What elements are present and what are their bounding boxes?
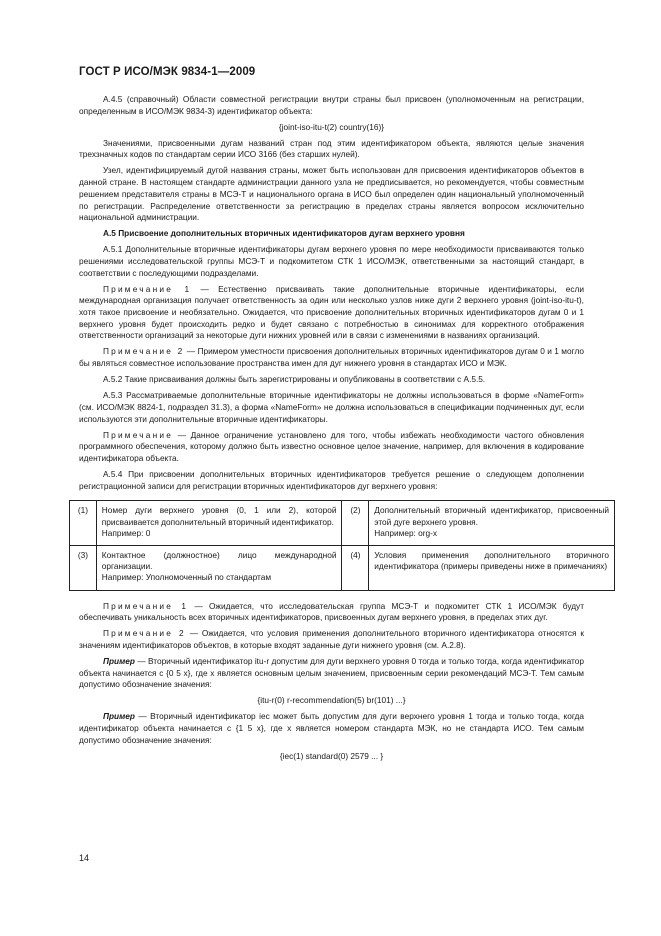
formula-country: {joint-iso-itu-t(2) country(16)} bbox=[278, 121, 385, 132]
table-cell-text bbox=[96, 545, 342, 590]
table-row bbox=[70, 545, 615, 590]
cell-description: Номер дуги верхнего уровня (0, 1 или 2), которой присваивается дополнительный вторичный идентификатор. bbox=[101, 505, 337, 527]
paragraph-a54: А.5.4 При присвоении дополнительных вторичных идентификаторов требуется решение о следующем дополнении регистрационной записи для регистрации вторичных идентификаторов дуг верхнего уровня: bbox=[79, 468, 584, 491]
section-heading-a5: А.5 Присвоение дополнительных вторичных идентификаторов дугам верхнего уровня bbox=[103, 228, 465, 239]
table-cell-text bbox=[369, 501, 615, 546]
note-text: — Примером уместности присвоения дополнительных вторичных идентификаторов дугам 0 и 1 могло бы являться совместное использование пространства имен для дуг нижнего уровня в стандартах ИСО и МЭК. bbox=[79, 346, 584, 369]
cell-description: Дополнительный вторичный идентификатор, присвоенный этой дуге верхнего уровня. bbox=[374, 505, 609, 527]
table-cell-text bbox=[96, 501, 342, 546]
paragraph-a51: А.5.1 Дополнительные вторичные идентификаторы дугам верхнего уровня по мере необходимости присваиваются только решениями исследовательской группы МСЭ-Т и подкомитетом СТК 1 ИСО/МЭК, ответственными за настоящий стандарт, в соответствии с последующими подразделами. bbox=[79, 244, 584, 278]
paragraph-a52: А.5.2 Такие присваивания должны быть зарегистрированы и опубликованы в соответствии с А.5.5. bbox=[103, 374, 486, 385]
note-conditions bbox=[79, 628, 584, 651]
note-label: Примечание 2 bbox=[103, 346, 185, 357]
note-text: — Данное ограничение установлено для того, чтобы избежать необходимости частого обновления программного обеспечения, которому должно быть известно основное целое значение, например, для включения в кодирование идентификатора объекта. bbox=[79, 429, 584, 463]
note-label: Примечание 2 bbox=[103, 628, 186, 639]
cell-example: Например: org-x bbox=[374, 527, 438, 538]
example-label: Пример bbox=[103, 655, 135, 666]
note-text: — Естественно присваивать такие дополнительные вторичные идентификаторы, если международная организация получает ответственность за один или несколько узлов ниже дуги 2 верхнего уровня (joint-iso-itu-t), хотя такое присвоение и необязательно. Ожидается, что присвоение дополнительных вторичных идентификаторов дугам 0 и 1 верхнего уровня будет происходить редко и будет связано с потребностью в синонимах для корректного отображения ответственности организаций за некоторые дуги нижних уровней или в связи с изменениями в названиях организаций. bbox=[79, 283, 585, 341]
table-cell-number: (4) bbox=[342, 545, 369, 590]
note-label: Примечание 1 bbox=[103, 600, 189, 611]
cell-description: Контактное (должностное) лицо международной организации. bbox=[101, 549, 337, 572]
paragraph-country-values: Значениями, присвоенными дугам названий стран под этим идентификатором объекта, являются целые значения трехзначных кодов по стандартам серии ИСО 3166 (без старших нулей). bbox=[79, 137, 584, 160]
registration-record-table bbox=[69, 500, 615, 590]
page-header-title: ГОСТ Р ИСО/МЭК 9834-1—2009 bbox=[79, 66, 256, 78]
note-text: — Ожидается, что условия применения дополнительного вторичного идентификатора относятся к значениям идентификаторов объектов, в которые входят заданные дуги нижнего уровня (см. А.2.8). bbox=[79, 628, 584, 650]
paragraph-a53: А.5.3 Рассматриваемые дополнительные вторичные идентификаторы не должны использоваться в форме «NameForm» (см. ИСО/МЭК 8824-1, подраздел 31.3), а форма «NameForm» не должна использоваться в спецификации подчиненных дуг, если используются эти дополнительные вторичные идентификаторы. bbox=[79, 390, 584, 424]
cell-description: Условия применения дополнительного вторичного идентификатора (примеры приведены ниже в примечаниях) bbox=[374, 549, 609, 572]
table-row bbox=[70, 501, 615, 546]
note-label: Примечание bbox=[103, 429, 174, 440]
note-text: — Ожидается, что исследовательская группа МСЭ-Т и подкомитет СТК 1 ИСО/МЭК будут обеспечивать уникальность всех вторичных идентификаторов, присвоенных дугам верхнего уровня, в пределах этих дуг. bbox=[79, 600, 584, 623]
table-cell-number: (2) bbox=[342, 501, 369, 546]
note-2 bbox=[79, 346, 584, 369]
note-1 bbox=[79, 284, 584, 343]
table-cell-number: (3) bbox=[70, 545, 97, 590]
cell-example: Например: Уполномоченный по стандартам bbox=[101, 572, 272, 583]
formula-iec: {iec(1) standard(0) 2579 ... } bbox=[279, 750, 384, 761]
example-text: — Вторичный идентификатор iec может быть допустим для дуги верхнего уровня 1 тогда и только тогда, когда идентификатор объекта начинается с {1 5 x}, где x является номером стандарта МЭК, но не стандарта ИСО. Тем самым допустимо обозначение значения: bbox=[79, 711, 584, 745]
note-uniqueness bbox=[79, 601, 584, 624]
note-restriction bbox=[79, 430, 584, 465]
example-label: Пример bbox=[103, 711, 135, 722]
formula-itu-r: {itu-r(0) r-recommendation(5) br(101) ...} bbox=[257, 695, 406, 706]
cell-example: Например: 0 bbox=[101, 527, 151, 538]
paragraph-country-node: Узел, идентифицируемый дугой названия страны, может быть использован для присвоения идентификаторов объектов в данной стране. В настоящем стандарте администрации данного узла не предписывается, но рекомендуется, чтобы совместным решением представителя страны в МСЭ-Т и национального органа в ИСО был определен один национальный уполномоченный по регистрации. Распределение ответственности за регистрацию в пределах страны является вопросом исключительно национальной администрации. bbox=[79, 165, 584, 223]
document-body bbox=[77, 94, 609, 767]
note-label: Примечание 1 bbox=[103, 283, 192, 294]
page-number: 14 bbox=[79, 853, 90, 863]
table-cell-text bbox=[369, 545, 615, 590]
table-cell-number: (1) bbox=[70, 501, 97, 546]
example-itu-r bbox=[79, 656, 584, 691]
paragraph-a45: А.4.5 (справочный) Области совместной регистрации внутри страны был присвоен (уполномоченным на регистрации, определенным в ИСО/МЭК 9834-3) идентификатор объекта: bbox=[79, 94, 584, 116]
example-text: — Вторичный идентификатор itu-r допустим для дуги верхнего уровня 0 тогда и только тогда, когда идентификатор объекта начинается с {0 5 x}, где x является основным целым значением, присвоенным серии рекомендаций МСЭ-Т. Тем самым допустимо обозначение значения: bbox=[79, 655, 584, 690]
example-iec bbox=[79, 711, 584, 746]
